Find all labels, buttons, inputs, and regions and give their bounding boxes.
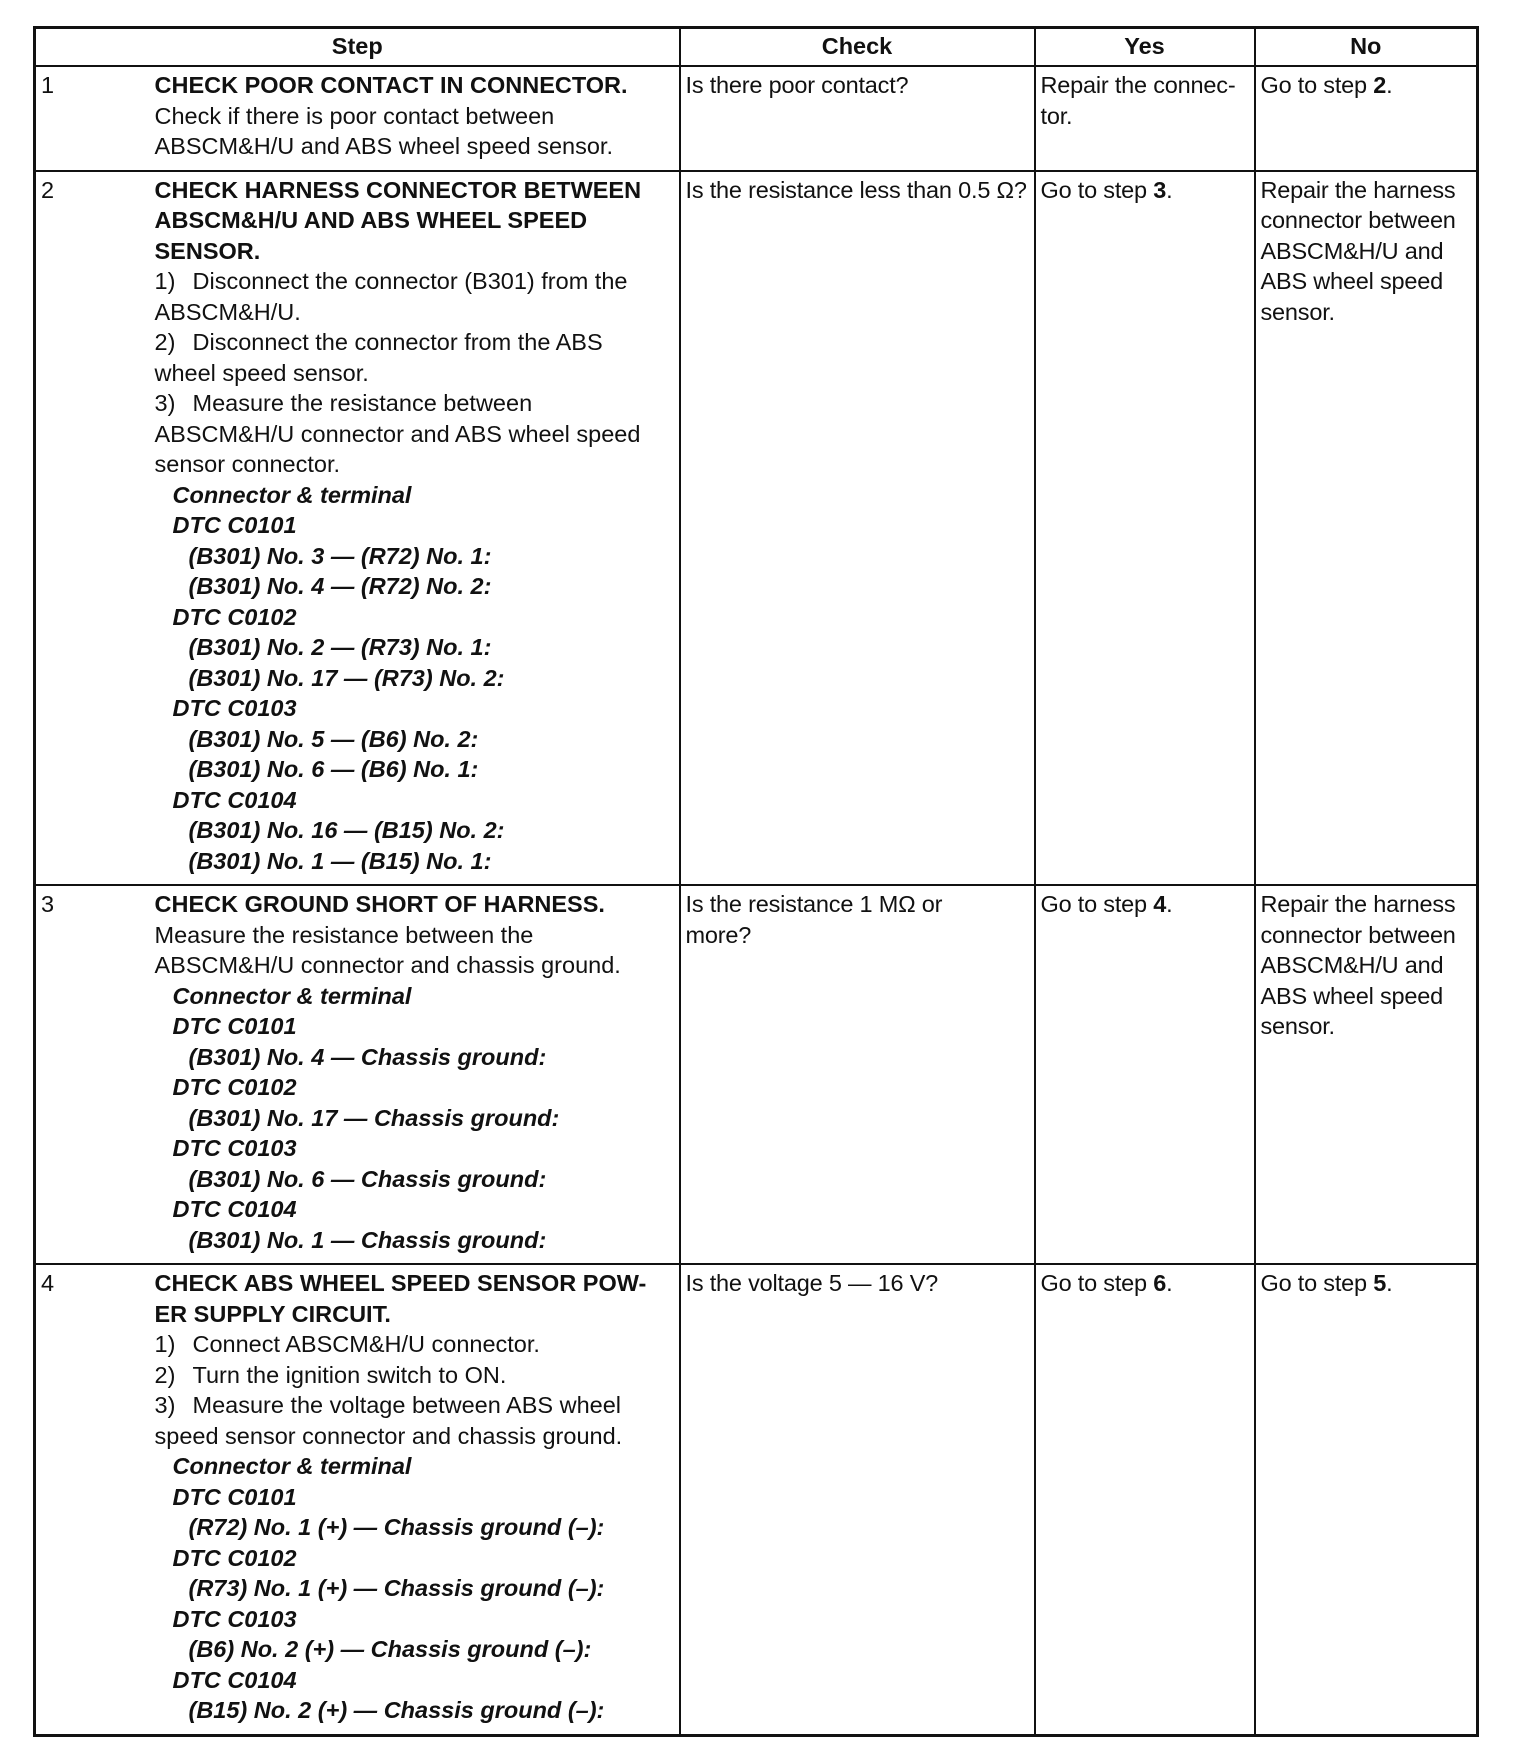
table-row [35,171,1478,886]
terminal-spec: (B301) No. 5 — (B6) No. 2: [188,725,479,752]
substep: 3) Measure the resistance between [154,390,533,416]
header-row [35,28,1478,67]
step-number: 1 [35,66,155,171]
substep-cont: speed sensor connector and chassis ground. [154,1422,623,1449]
step-title: ER SUPPLY CIRCUIT. [154,1300,391,1327]
step-description [155,66,680,171]
terminal-spec: (B15) No. 2 (+) — Chassis ground (–): [188,1697,605,1723]
dtc-code: DTC C0102 [172,1544,297,1571]
yes-cell: Repair the connec- tor. [1035,66,1255,171]
step-title: SENSOR. [154,237,261,264]
terminal-spec: (B301) No. 4 — Chassis ground: [188,1043,547,1070]
dtc-code: DTC C0101 [172,512,297,538]
header-yes: Yes [1035,28,1255,67]
dtc-code: DTC C0104 [172,786,297,813]
yes-cell: Go to step 3. [1035,171,1255,886]
dtc-code: DTC C0103 [172,1135,297,1161]
terminal-spec: (B301) No. 6 — Chassis ground: [188,1165,547,1192]
terminal-spec: (B301) No. 16 — (B15) No. 2: [188,817,505,843]
step-number: 2 [35,171,155,886]
substep-cont: sensor connector. [154,451,340,477]
check-cell: Is the resistance 1 MΩ or more? [680,885,1035,1264]
substep: 1) Connect ABSCM&H/U connector. [154,1331,540,1357]
check-cell: Is the resistance less than 0.5 Ω? [680,171,1035,886]
step-description [155,171,680,886]
connector-terminal-label: Connector & terminal [172,481,412,508]
header-step: Step [35,28,680,67]
terminal-spec: (B301) No. 17 — (R73) No. 2: [188,664,505,691]
substep-cont: ABSCM&H/U. [154,298,301,325]
header-no: No [1255,28,1478,67]
no-cell: Go to step 5. [1255,1264,1478,1735]
dtc-code: DTC C0101 [172,1483,297,1510]
step-description [155,885,680,1264]
terminal-spec: (B6) No. 2 (+) — Chassis ground (–): [188,1636,592,1662]
yes-cell: Go to step 4. [1035,885,1255,1264]
terminal-spec: (B301) No. 1 — Chassis ground: [188,1226,547,1253]
dtc-code: DTC C0104 [172,1196,297,1222]
connector-terminal-label: Connector & terminal [172,1453,412,1479]
no-cell: Go to step 2. [1255,66,1478,171]
step-number: 4 [35,1264,155,1735]
dtc-code: DTC C0103 [172,1605,297,1632]
substep: 3) Measure the voltage between ABS wheel [154,1392,621,1418]
step-title: ABSCM&H/U AND ABS WHEEL SPEED [154,207,588,233]
terminal-spec: (B301) No. 17 — Chassis ground: [188,1104,560,1131]
terminal-spec: (B301) No. 3 — (R72) No. 1: [188,542,492,569]
table-row [35,885,1478,1264]
yes-cell: Go to step 6. [1035,1264,1255,1735]
table-row [35,66,1478,171]
terminal-spec: (B301) No. 6 — (B6) No. 1: [188,756,479,782]
connector-terminal-label: Connector & terminal [172,982,412,1009]
terminal-spec: (R72) No. 1 (+) — Chassis ground (–): [188,1514,605,1540]
terminal-spec: (R73) No. 1 (+) — Chassis ground (–): [188,1575,605,1601]
dtc-code: DTC C0104 [172,1666,297,1693]
terminal-spec: (B301) No. 2 — (R73) No. 1: [188,634,492,660]
terminal-spec: (B301) No. 1 — (B15) No. 1: [188,847,492,874]
step-text: Measure the resistance between the [154,921,534,948]
step-title: CHECK POOR CONTACT IN CONNECTOR. [154,72,628,98]
step-title: CHECK HARNESS CONNECTOR BETWEEN [154,176,642,203]
step-text: Check if there is poor contact between [154,102,555,129]
no-cell: Repair the harness connector between ABSCM&H/U and ABS wheel speed sensor. [1255,171,1478,886]
dtc-code: DTC C0102 [172,1074,297,1100]
substep-cont: ABSCM&H/U connector and ABS wheel speed [154,420,641,447]
terminal-spec: (B301) No. 4 — (R72) No. 2: [188,573,492,599]
dtc-code: DTC C0102 [172,603,297,630]
step-description [155,1264,680,1735]
step-text: ABSCM&H/U connector and chassis ground. [154,952,621,978]
check-cell: Is there poor contact? [680,66,1035,171]
dtc-code: DTC C0103 [172,695,297,721]
check-cell: Is the voltage 5 — 16 V? [680,1264,1035,1735]
step-title: CHECK ABS WHEEL SPEED SENSOR POW- [154,1270,647,1296]
table-row [35,1264,1478,1735]
diagnostic-table [33,26,1479,1737]
step-number: 3 [35,885,155,1264]
no-cell: Repair the harness connector between ABSCM&H/U and ABS wheel speed sensor. [1255,885,1478,1264]
header-check: Check [680,28,1035,67]
substep: 1) Disconnect the connector (B301) from the [154,268,628,294]
step-text: ABSCM&H/U and ABS wheel speed sensor. [154,133,613,159]
substep: 2) Disconnect the connector from the ABS [154,329,603,355]
step-title: CHECK GROUND SHORT OF HARNESS. [154,891,605,917]
dtc-code: DTC C0101 [172,1013,297,1039]
substep-cont: wheel speed sensor. [154,359,369,386]
substep: 2) Turn the ignition switch to ON. [154,1361,507,1388]
